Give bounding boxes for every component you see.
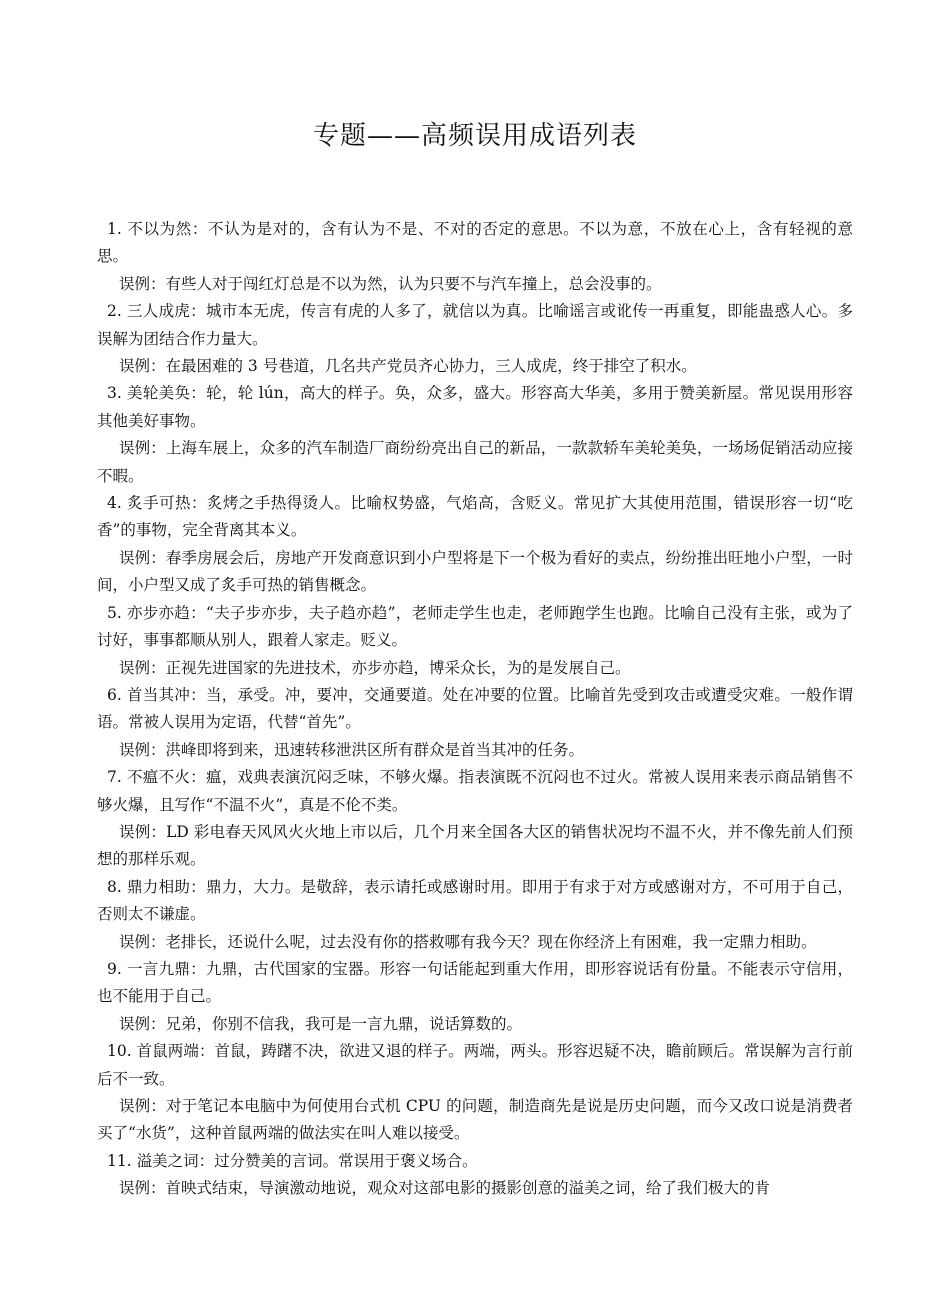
misuse-example: 误例：LD 彩电春天风风火火地上市以后，几个月来全国各大区的销售状况均不温不火，并不像先前人们预想的那样乐观。 bbox=[97, 822, 853, 869]
idiom-definition: 1. 不以为然：不认为是对的，含有认为不是、不对的否定的意思。不以为意，不放在心上，含有轻视的意思。 bbox=[97, 220, 853, 266]
page-title: 专题——高频误用成语列表 bbox=[312, 121, 637, 151]
idiom-definition: 5. 亦步亦趋：“夫子步亦步，夫子趋亦趋”，老师走学生也走，老师跑学生也跑。比喻自己没有主张，或为了讨好，事事都顺从别人，跟着人家走。贬义。 bbox=[97, 603, 853, 650]
idiom-list bbox=[97, 216, 853, 1203]
misuse-example: 误例：老排长，还说什么呢，过去没有你的搭救哪有我今天？现在你经济上有困难，我一定鼎力相助。 bbox=[119, 932, 817, 951]
idiom-definition: 3. 美轮美奂：轮，轮 lún，高大的样子。奂，众多，盛大。形容高大华美，多用于赞美新屋。常见误用形容其他美好事物。 bbox=[97, 384, 853, 430]
idiom-definition: 9. 一言九鼎：九鼎，古代国家的宝器。形容一句话能起到重大作用，即形容说话有份量。不能表示守信用，也不能用于自己。 bbox=[97, 959, 853, 1006]
misuse-example: 误例：兄弟，你别不信我，我可是一言九鼎，说话算数的。 bbox=[119, 1014, 523, 1033]
idiom-definition: 4. 炙手可热：炙烤之手热得烫人。比喻权势盛，气焰高，含贬义。常见扩大其使用范围，错误形容一切“吃香”的事物，完全背离其本义。 bbox=[97, 494, 853, 540]
misuse-example: 误例：首映式结束，导演激动地说，观众对这部电影的摄影创意的溢美之词，给了我们极大的肯 bbox=[119, 1179, 771, 1198]
misuse-example: 误例：在最困难的 3 号巷道，几名共产党员齐心协力，三人成虎，终于排空了积水。 bbox=[119, 357, 697, 376]
misuse-example: 误例：洪峰即将到来，迅速转移泄洪区所有群众是首当其冲的任务。 bbox=[119, 740, 585, 759]
misuse-example: 误例：正视先进国家的先进技术，亦步亦趋，博采众长，为的是发展自己。 bbox=[119, 658, 631, 677]
misuse-example: 误例：有些人对于闯红灯总是不以为然，认为只要不与汽车撞上，总会没事的。 bbox=[119, 274, 662, 293]
misuse-example: 误例：春季房展会后，房地产开发商意识到小户型将是下一个极为看好的卖点，纷纷推出旺地小户型，一时间，小户型又成了炙手可热的销售概念。 bbox=[97, 548, 853, 595]
idiom-definition: 6. 首当其冲：当，承受。冲，要冲，交通要道。处在冲要的位置。比喻首先受到攻击或遭受灾难。一般作谓语。常被人误用为定语，代替“首先”。 bbox=[97, 685, 853, 732]
idiom-definition: 11. 溢美之词：过分赞美的言词。常误用于褒义场合。 bbox=[107, 1151, 478, 1170]
idiom-definition: 10. 首鼠两端：首鼠，踌躇不决，欲进又退的样子。两端，两头。形容迟疑不决，瞻前顾后。常误解为言行前后不一致。 bbox=[97, 1042, 853, 1088]
idiom-definition: 8. 鼎力相助：鼎力，大力。是敬辞，表示请托或感谢时用。即用于有求于对方或感谢对方，不可用于自己，否则太不谦虚。 bbox=[97, 877, 853, 924]
idiom-definition: 7. 不瘟不火：瘟，戏典表演沉闷乏味，不够火爆。指表演既不沉闷也不过火。常被人误用来表示商品销售不够火爆，且写作“不温不火”，真是不伦不类。 bbox=[97, 768, 853, 814]
misuse-example: 误例：上海车展上，众多的汽车制造厂商纷纷亮出自己的新品，一款款轿车美轮美奂，一场场促销活动应接不暇。 bbox=[97, 439, 853, 485]
idiom-definition: 2. 三人成虎：城市本无虎，传言有虎的人多了，就信以为真。比喻谣言或讹传一再重复，即能蛊惑人心。多误解为团结合作力量大。 bbox=[97, 302, 853, 348]
misuse-example: 误例：对于笔记本电脑中为何使用台式机 CPU 的问题，制造商先是说是历史问题，而今又改口说是消费者买了“水货”，这种首鼠两端的做法实在叫人难以接受。 bbox=[97, 1097, 853, 1143]
